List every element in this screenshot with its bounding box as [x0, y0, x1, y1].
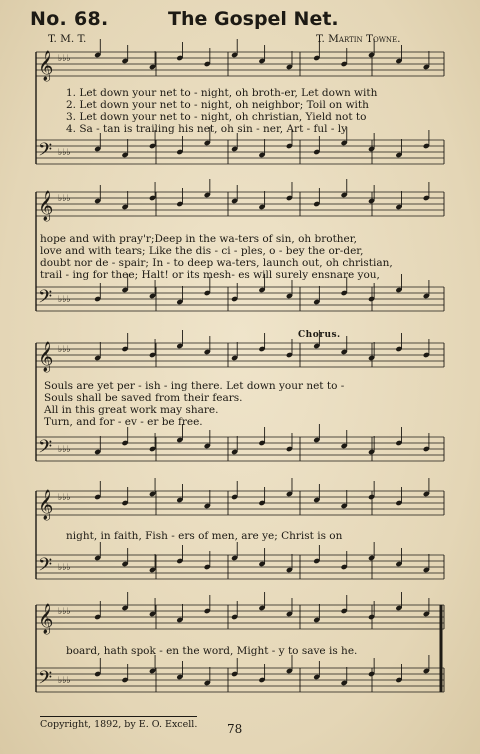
system-1-key-signature-icon: ♭♭♭: [58, 54, 71, 64]
chorus-label: Chorus.: [298, 330, 341, 340]
system-3-key-signature-icon: ♭♭♭: [58, 445, 71, 455]
lyric-s1-v4: 4. Sa - tan is trailing his net, oh sin - ner, Art - ful - ly: [66, 123, 348, 135]
system-4-bass-clef-icon: 𝄢: [38, 555, 53, 580]
system-2-key-signature-icon: ♭♭♭: [58, 295, 71, 305]
system-4-treble-clef-icon: 𝄞: [38, 490, 54, 520]
system-1-treble-clef-icon: 𝄞: [38, 51, 54, 81]
system-2-treble-clef-icon: 𝄞: [38, 191, 54, 221]
lyric-s2-v4: trail - ing for thee; Halt! or its mesh- es will surely ensnare you,: [40, 269, 380, 281]
lyric-s2-v3: doubt nor de - spair; In - to deep wa-ters, launch out, oh christian,: [40, 257, 393, 269]
system-3-bass-staff: [36, 437, 444, 461]
lyric-s3-v2: Souls shall be saved from their fears.: [44, 392, 243, 404]
lyric-s5: board, hath spok - en the word, Might - y to save is he.: [66, 645, 358, 657]
system-4-key-signature-icon: ♭♭♭: [58, 563, 71, 573]
lyric-s4: night, in faith, Fish - ers of men, are ye; Christ is on: [66, 530, 343, 542]
lyric-s2-v2: love and with tears; Like the dis - ci - ples, o - bey the or-der,: [40, 245, 364, 257]
system-1-key-signature-icon: ♭♭♭: [58, 148, 71, 158]
lyric-s1-v2: 2. Let down your net to - night, oh neighbor; Toil on with: [66, 99, 369, 111]
lyricist-credit: T. M. T.: [48, 33, 87, 45]
system-5-key-signature-icon: ♭♭♭: [58, 607, 71, 617]
lyric-s1-v1: 1. Let down your net to - night, oh broth-er, Let down with: [66, 87, 378, 99]
lyric-s3-v4: Turn, and for - ev - er be free.: [44, 416, 203, 428]
system-4-key-signature-icon: ♭♭♭: [58, 493, 71, 503]
system-5-bass-clef-icon: 𝄢: [38, 668, 53, 693]
system-3-key-signature-icon: ♭♭♭: [58, 345, 71, 355]
system-3-treble-clef-icon: 𝄞: [38, 342, 54, 372]
hymn-title: The Gospel Net.: [168, 8, 339, 30]
system-4-treble-staff: [36, 491, 444, 515]
lyric-s3-v3: All in this great work may share.: [44, 404, 219, 416]
system-3-bass-clef-icon: 𝄢: [38, 437, 53, 462]
lyric-s2-v1: hope and with pray'r;Deep in the wa-ters of sin, oh brother,: [40, 233, 357, 245]
system-2-bass-clef-icon: 𝄢: [38, 287, 53, 312]
copyright-notice: Copyright, 1892, by E. O. Excell.: [40, 716, 197, 730]
lyric-s1-v3: 3. Let down your net to - night, oh christian, Yield not to: [66, 111, 367, 123]
system-1-bass-clef-icon: 𝄢: [38, 140, 53, 165]
system-5-bass-staff: [36, 668, 444, 692]
page-number: 78: [227, 722, 243, 736]
system-5-treble-clef-icon: 𝄞: [38, 604, 54, 634]
system-5-key-signature-icon: ♭♭♭: [58, 676, 71, 686]
system-1-bass-staff: [36, 140, 444, 164]
hymn-number: No. 68.: [30, 8, 109, 30]
system-2-key-signature-icon: ♭♭♭: [58, 194, 71, 204]
lyric-s3-v1: Souls are yet per - ish - ing there. Let down your net to -: [44, 380, 345, 392]
composer-credit: T. Martin Towne.: [316, 33, 401, 45]
system-2-treble-staff: [36, 192, 444, 216]
system-3-treble-staff: [36, 343, 444, 367]
